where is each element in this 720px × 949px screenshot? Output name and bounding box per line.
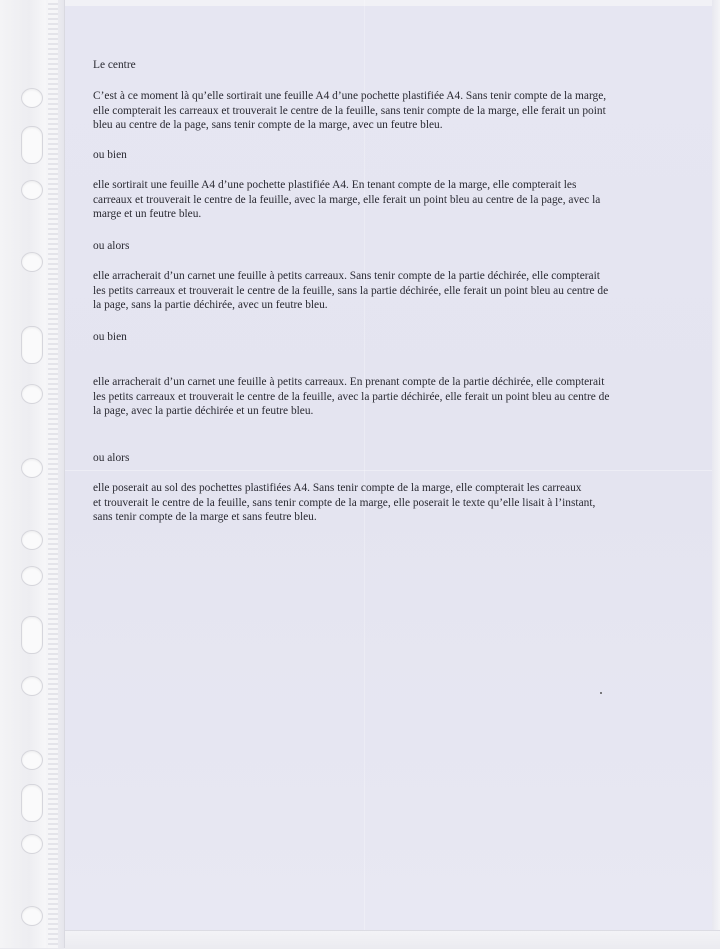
paper-speck (600, 692, 602, 694)
punch-hole-icon (21, 530, 43, 550)
punch-hole-icon (21, 252, 43, 272)
punch-hole-icon (21, 458, 43, 478)
punch-hole-icon (21, 750, 43, 770)
punch-hole-icon (21, 88, 43, 108)
punch-hole-icon (21, 180, 43, 200)
binding-weld-edge (48, 0, 58, 948)
sleeve-binding-strip (0, 0, 65, 948)
punch-hole-icon (21, 676, 43, 696)
sleeve-right-edge (712, 0, 720, 948)
document-title: Le centre (93, 59, 136, 71)
punch-hole-icon (21, 616, 43, 654)
punch-hole-icon (21, 384, 43, 404)
punch-hole-icon (21, 906, 43, 926)
punch-hole-icon (21, 834, 43, 854)
paragraph-5: elle poserait au sol des pochettes plastifiées A4. Sans tenir compte de la marge, elle compterait les carreaux et trouverait le centre de la feuille, sans tenir compte de la marge, elle poserait le texte qu’elle lisait à l’instant, sans tenir compte de la marge et sans feutre bleu. (93, 482, 596, 524)
paragraph-1: C’est à ce moment là qu’elle sortirait une feuille A4 d’une pochette plastifiée A4. Sans tenir compte de la marge, elle compterait les carreaux et trouverait le centre de la feuille, sans tenir compte de la marge, elle ferait un point bleu au centre de la page, sans tenir compte de la marge, avec un feutre bleu. (93, 90, 607, 132)
connector-text: ou alors (93, 240, 130, 252)
punch-hole-icon (21, 566, 43, 586)
connector-text: ou alors (93, 452, 130, 464)
paragraph-4: elle arracherait d’un carnet une feuille à petits carreaux. En prenant compte de la partie déchirée, elle compterait les petits carreaux et trouverait le centre de la feuille, avec la partie déchirée, elle ferait un point bleu au centre de la page, avec la partie déchirée et un feutre bleu. (93, 376, 610, 418)
paper-sheet (64, 6, 716, 936)
connector-text: ou bien (93, 149, 127, 161)
connector-text: ou bien (93, 331, 127, 343)
punch-hole-icon (21, 784, 43, 822)
punch-hole-icon (21, 126, 43, 164)
paragraph-2: elle sortirait une feuille A4 d’une pochette plastifiée A4. En tenant compte de la marge, elle compterait les carreaux et trouverait le centre de la feuille, avec la marge, elle ferait un point bleu au centre de la page, avec la marge et un feutre bleu. (93, 179, 601, 221)
punch-hole-icon (21, 326, 43, 364)
sleeve-bottom-edge (64, 930, 720, 949)
paragraph-3: elle arracherait d’un carnet une feuille à petits carreaux. Sans tenir compte de la partie déchirée, elle compterait les petits carreaux et trouverait le centre de la feuille, sans la partie déchirée, elle ferait un point bleu au centre de la page, sans la partie déchirée, avec un feutre bleu. (93, 270, 609, 312)
